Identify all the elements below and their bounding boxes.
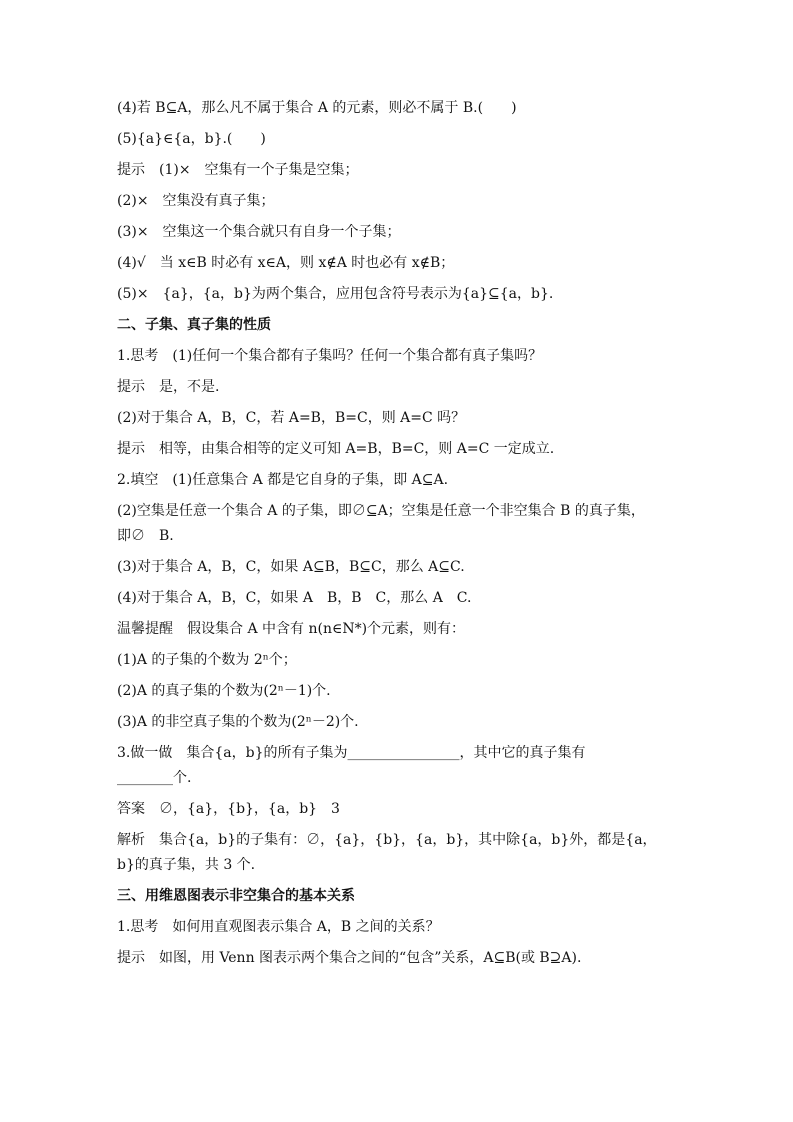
text-line: 提示 如图，用 Venn 图表示两个集合之间的“包含”关系，A⊆B(或 B⊇A). [117, 950, 582, 966]
text-line: (2)空集是任意一个集合 A 的子集，即∅⊆A；空集是任意一个非空集合 B 的真子集， [117, 503, 645, 519]
text-line: 提示 是，不是. [117, 379, 220, 395]
text-line: (4)若 B⊆A，那么凡不属于集合 A 的元素，则必不属于 B.( ) [117, 100, 517, 116]
text-line: 1.思考 (1)任何一个集合都有子集吗？任何一个集合都有真子集吗？ [117, 348, 543, 364]
text-line: (1)A 的子集的个数为 2ⁿ个； [117, 652, 297, 668]
text-line: (3)A 的非空真子集的个数为(2ⁿ－2)个. [117, 714, 359, 730]
text-line: (5){a}∈{a，b}.( ) [117, 131, 266, 147]
text-line: ________个. [117, 770, 192, 786]
document-body [117, 94, 677, 975]
text-line: 答案 ∅，{a}，{b}，{a，b} 3 [117, 801, 340, 817]
text-line: (4)√ 当 x∈B 时必有 x∈A，则 x∉A 时也必有 x∉B； [117, 255, 455, 271]
text-line: (2)× 空集没有真子集； [117, 193, 275, 209]
text-line: (3)对于集合 A，B，C，如果 A⊆B，B⊆C，那么 A⊆C. [117, 559, 465, 575]
text-line: 3.做一做 集合{a，b}的所有子集为________________，其中它的真子集有 [117, 745, 586, 761]
text-line: (3)× 空集这一个集合就只有自身一个子集； [117, 224, 401, 240]
text-line: 即∅ B. [117, 528, 174, 544]
text-line: 2.填空 (1)任意集合 A 都是它自身的子集，即 A⊆A. [117, 472, 449, 488]
text-line: (2)A 的真子集的个数为(2ⁿ－1)个. [117, 683, 331, 699]
text-line: 温馨提醒 假设集合 A 中含有 n(n∈N*)个元素，则有： [117, 621, 466, 637]
text-line: 提示 (1)× 空集有一个子集是空集； [117, 162, 359, 178]
section-heading: 二、子集、真子集的性质 [117, 317, 271, 333]
text-line: b}的真子集，共 3 个. [117, 857, 256, 873]
text-line: 提示 相等，由集合相等的定义可知 A=B，B=C，则 A=C 一定成立. [117, 441, 555, 457]
text-line: (2)对于集合 A，B，C，若 A=B，B=C，则 A=C 吗？ [117, 410, 466, 426]
text-line: 解析 集合{a，b}的子集有：∅，{a}，{b}，{a，b}，其中除{a，b}外，都是{a， [117, 832, 657, 848]
text-line: (4)对于集合 A，B，C，如果 A B，B C，那么 A C. [117, 590, 472, 606]
text-line: 1.思考 如何用直观图表示集合 A，B 之间的关系？ [117, 919, 440, 935]
section-heading: 三、用维恩图表示非空集合的基本关系 [117, 888, 355, 904]
text-line: (5)× {a}，{a，b}为两个集合，应用包含符号表示为{a}⊆{a，b}. [117, 286, 554, 302]
